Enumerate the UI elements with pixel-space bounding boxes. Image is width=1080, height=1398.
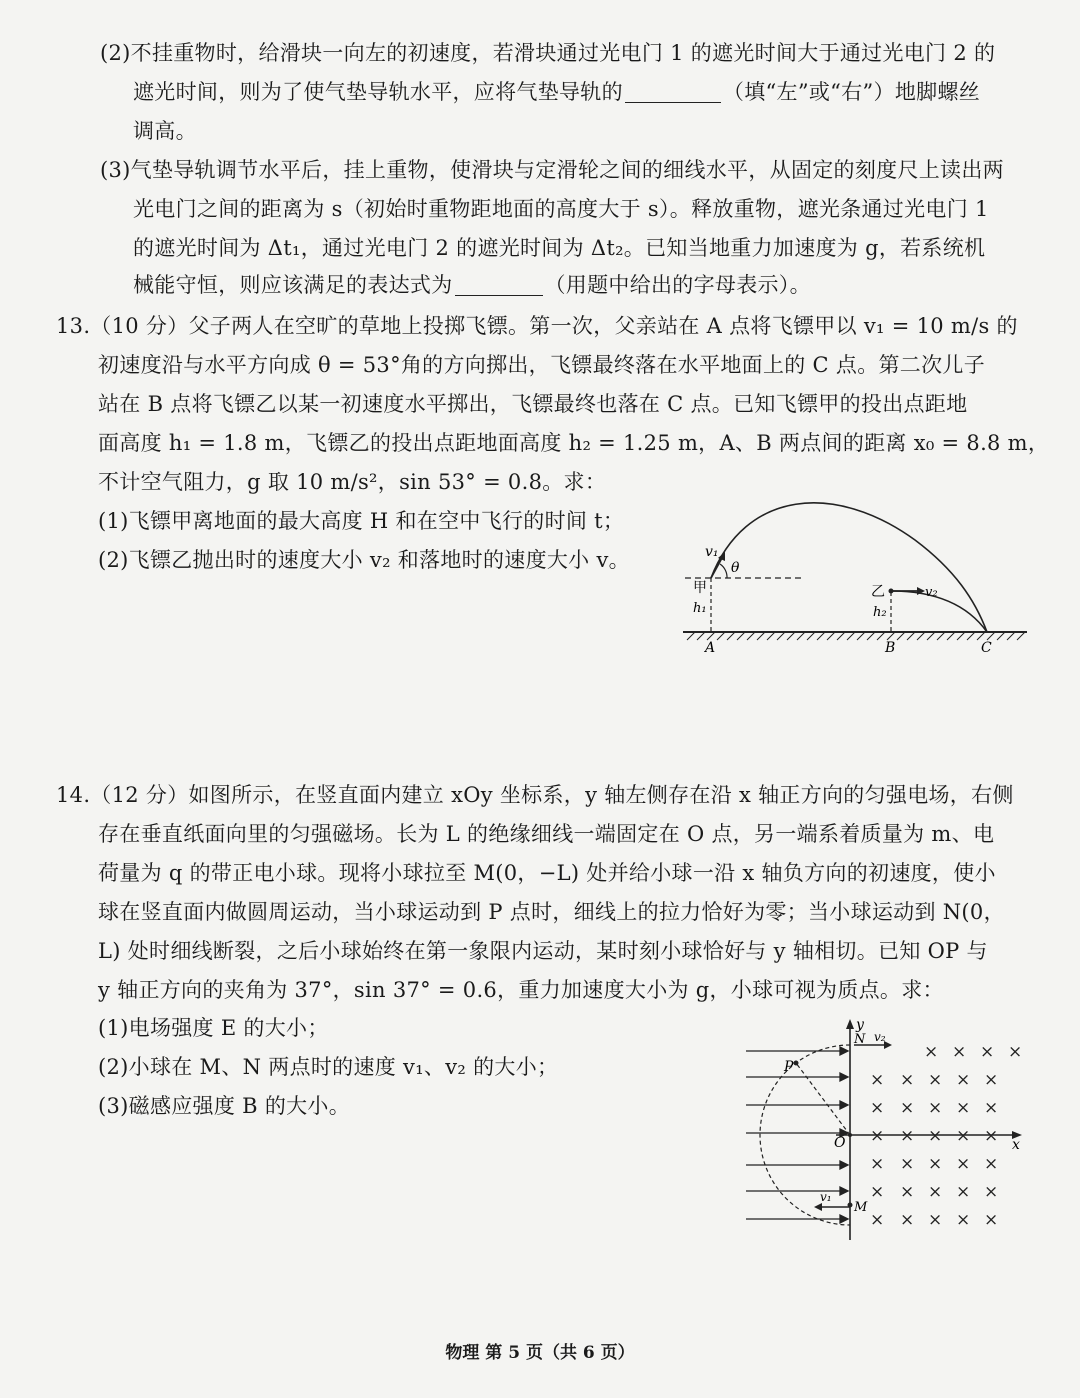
q13-sub2: (2)飞镖乙抛出时的速度大小 v₂ 和落地时的速度大小 v。 (98, 548, 630, 572)
magnetic-field-cross: × (980, 1042, 995, 1062)
q14-sub1: (1)电场强度 E 的大小； (98, 1016, 329, 1040)
label-P: P (784, 1059, 794, 1075)
magnetic-field-cross: × (956, 1126, 971, 1146)
q14-sub2: (2)小球在 M、N 两点时的速度 v₁、v₂ 的大小； (98, 1055, 559, 1079)
q14-line6: y 轴正方向的夹角为 37°，sin 37° = 0.6，重力加速度大小为 g，小球可视为质点。求： (98, 978, 944, 1002)
magnetic-field-cross: × (900, 1154, 915, 1174)
magnetic-field-cross: × (952, 1042, 967, 1062)
dart-yi-point (889, 589, 894, 594)
magnetic-field-cross: × (900, 1126, 915, 1146)
label-jia: 甲 (693, 580, 707, 596)
q13-line3: 站在 B 点将飞镖乙以某一初速度水平掷出，飞镖最终也落在 C 点。已知飞镖甲的投出点距地 (98, 392, 968, 416)
q14-line1: 14.（12 分）如图所示，在竖直面内建立 xOy 坐标系，y 轴左侧存在沿 x 轴正方向的匀强电场，右侧 (56, 783, 1014, 807)
q12-part3-line4-text: 械能守恒，则应该满足的表达式为 (133, 273, 453, 297)
magnetic-field-cross: × (870, 1070, 885, 1090)
page-footer: 物理 第 5 页（共 6 页） (445, 1343, 635, 1363)
q12-part3-line2: 光电门之间的距离为 s（初始时重物距地面的高度大于 s）。释放重物，遮光条通过光电门 1 (133, 197, 989, 221)
q12-part3-line1: (3)气垫导轨调节水平后，挂上重物，使滑块与定滑轮之间的细线水平，从固定的刻度尺上读出两 (100, 158, 1004, 182)
magnetic-field-cross: × (900, 1098, 915, 1118)
magnetic-field-cross: × (870, 1098, 885, 1118)
q13-line4: 面高度 h₁ = 1.8 m，飞镖乙的投出点距地面高度 h₂ = 1.25 m，A、B 两点间的距离 x₀ = 8.8 m， (98, 431, 1050, 455)
magnetic-field-cross: × (956, 1070, 971, 1090)
label-O: O (834, 1135, 846, 1151)
magnetic-field-cross: × (928, 1126, 943, 1146)
magnetic-field-cross: × (928, 1098, 943, 1118)
label-C: C (981, 640, 992, 656)
label-B: B (885, 640, 896, 656)
label-v1: v₁ (820, 1190, 832, 1204)
q12-part3-line4 (133, 270, 811, 300)
q14-line2: 存在垂直纸面向里的匀强磁场。长为 L 的绝缘细线一端固定在 O 点，另一端系着质量为 m、电 (98, 822, 995, 846)
point-O (848, 1133, 852, 1137)
label-yi: 乙 (871, 584, 885, 600)
magnetic-field-cross: × (956, 1154, 971, 1174)
label-h2: h₂ (873, 605, 887, 620)
q12-part3-line3: 的遮光时间为 Δt₁，通过光电门 2 的遮光时间为 Δt₂。已知当地重力加速度为 g，若系统机 (133, 236, 986, 260)
answer-blank-2 (455, 273, 543, 296)
q12-part2-line2-text: 遮光时间，则为了使气垫导轨水平，应将气垫导轨的 (133, 80, 623, 104)
magnetic-field-cross: × (956, 1098, 971, 1118)
magnetic-field-cross: × (928, 1154, 943, 1174)
q14-figure (740, 1015, 1030, 1245)
q14-line4: 球在竖直面内做圆周运动，当小球运动到 P 点时，细线上的拉力恰好为零；当小球运动到 N(0， (98, 900, 1005, 924)
label-y: y (856, 1017, 864, 1033)
q12-part2-line3: 调高。 (133, 119, 197, 143)
magnetic-field-cross: × (900, 1182, 915, 1202)
label-v2: v₂ (925, 585, 938, 600)
trajectory-jia (711, 503, 987, 632)
v1-arrowhead-m (814, 1203, 822, 1211)
magnetic-field-cross: × (928, 1210, 943, 1230)
magnetic-field-cross: × (928, 1182, 943, 1202)
magnetic-field-cross: × (928, 1070, 943, 1090)
magnetic-field-cross: × (984, 1070, 999, 1090)
magnetic-field-cross: × (870, 1210, 885, 1230)
magnetic-field-cross: × (984, 1126, 999, 1146)
label-v1: v₁ (705, 544, 719, 560)
magnetic-field-crosses (870, 1042, 1022, 1230)
q12-part2-line2-hint: （填“左”或“右”）地脚螺丝 (722, 80, 981, 104)
y-axis-arrowhead (846, 1019, 854, 1029)
magnetic-field-cross: × (924, 1042, 939, 1062)
label-theta: θ (731, 560, 740, 576)
label-x: x (1012, 1137, 1020, 1153)
q14-line5: L) 处时细线断裂，之后小球始终在第一象限内运动，某时刻小球恰好与 y 轴相切。已知 OP 与 (98, 939, 988, 963)
magnetic-field-cross: × (900, 1070, 915, 1090)
label-A: A (705, 640, 716, 656)
trajectory-yi (891, 591, 987, 632)
magnetic-field-cross: × (870, 1154, 885, 1174)
magnetic-field-cross: × (984, 1154, 999, 1174)
electric-field-lines (746, 1047, 848, 1223)
magnetic-field-cross: × (956, 1182, 971, 1202)
magnetic-field-cross: × (870, 1182, 885, 1202)
q13-line5: 不计空气阻力，g 取 10 m/s²，sin 53° = 0.8。求： (98, 470, 607, 494)
magnetic-field-cross: × (900, 1210, 915, 1230)
answer-blank-1 (625, 80, 721, 103)
magnetic-field-cross: × (984, 1210, 999, 1230)
q14-sub3: (3)磁感应强度 B 的大小。 (98, 1094, 351, 1118)
ground-hatching (687, 632, 1025, 640)
label-M: M (854, 1200, 868, 1215)
magnetic-field-cross: × (984, 1098, 999, 1118)
magnetic-field-cross: × (956, 1210, 971, 1230)
q13-sub1: (1)飞镖甲离地面的最大高度 H 和在空中飞行的时间 t； (98, 509, 625, 533)
magnetic-field-cross: × (870, 1126, 885, 1146)
point-P (794, 1061, 799, 1066)
magnetic-field-cross: × (984, 1182, 999, 1202)
q12-part3-line4-hint: （用题中给出的字母表示）。 (544, 273, 811, 297)
magnetic-field-cross: × (1008, 1042, 1023, 1062)
q12-part2-line1: (2)不挂重物时，给滑块一向左的初速度，若滑块通过光电门 1 的遮光时间大于通过光电门 2 的 (100, 41, 996, 65)
q13-line2: 初速度沿与水平方向成 θ = 53°角的方向掷出，飞镖最终落在水平地面上的 C 点。第二次儿子 (98, 353, 986, 377)
label-N: N (854, 1032, 866, 1047)
q12-part2-line2 (133, 77, 980, 107)
label-v2: v₂ (874, 1030, 886, 1044)
q14-line3: 荷量为 q 的带正电小球。现将小球拉至 M(0，−L) 处并给小球一沿 x 轴负方向的初速度，使小 (98, 861, 996, 885)
theta-arc (720, 564, 727, 578)
q13-line1: 13.（10 分）父子两人在空旷的草地上投掷飞镖。第一次，父亲站在 A 点将飞镖甲以 v₁ = 10 m/s 的 (56, 314, 1018, 338)
q13-figure (675, 500, 1035, 660)
label-h1: h₁ (693, 601, 707, 616)
